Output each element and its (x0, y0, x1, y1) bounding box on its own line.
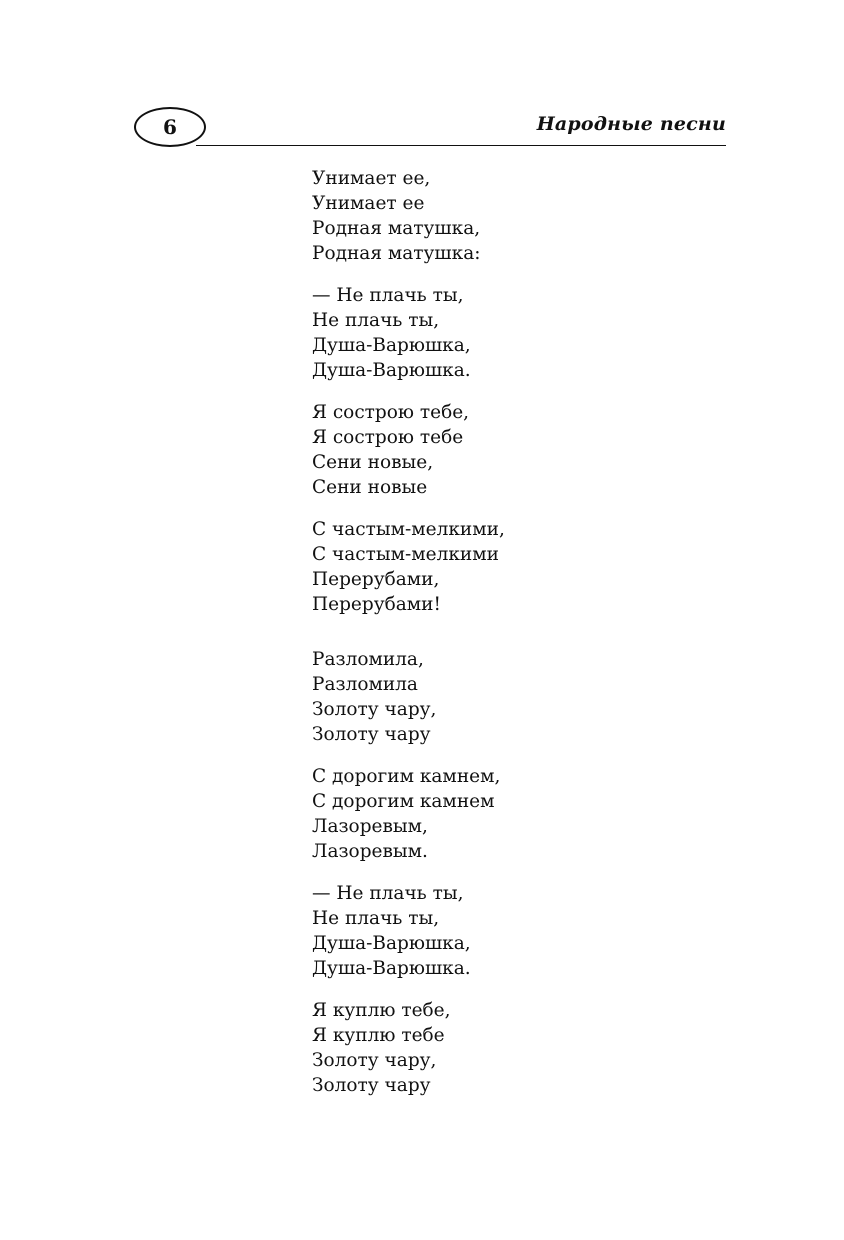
poem-line: Не плачь ты, (312, 908, 440, 929)
page-number: 6 (163, 115, 177, 139)
poem-line: — Не плачь ты, (312, 883, 464, 904)
poem-line: Золоту чару (312, 724, 431, 745)
poem-line: Лазоревым, (312, 816, 428, 837)
poem-line: Не плачь ты, (312, 310, 440, 331)
poem-line: Золоту чару (312, 1075, 431, 1096)
poem-line: С частым-мелкими, (312, 519, 505, 540)
stanza (312, 764, 505, 864)
poem-line: С дорогим камнем (312, 791, 495, 812)
poem-line: Родная матушка: (312, 243, 481, 264)
poem-line: Унимает ее, (312, 168, 431, 189)
poem-line: — Не плачь ты, (312, 285, 464, 306)
running-title: Народные песни (536, 113, 726, 135)
poem-line: Душа-Варюшка, (312, 933, 471, 954)
stanza (312, 166, 505, 266)
page-number-badge (134, 107, 206, 147)
poem-line: С частым-мелкими (312, 544, 499, 565)
poem-line: Разломила (312, 674, 418, 695)
poem-line: Перерубами! (312, 594, 441, 615)
stanza (312, 400, 505, 500)
stanza (312, 998, 505, 1098)
poem-line: Сени новые, (312, 452, 434, 473)
poem-line: Душа-Варюшка. (312, 958, 471, 979)
stanza (312, 517, 505, 617)
poem-line: Золоту чару, (312, 1050, 437, 1071)
header-divider (196, 145, 726, 146)
poem-line: Разломила, (312, 649, 424, 670)
poem-line: Золоту чару, (312, 699, 437, 720)
stanza (312, 647, 505, 747)
poem-line: С дорогим камнем, (312, 766, 501, 787)
poem-line: Я сострою тебе (312, 427, 464, 448)
poem-line: Я куплю тебе (312, 1025, 445, 1046)
poem-line: Я куплю тебе, (312, 1000, 451, 1021)
poem-line: Унимает ее (312, 193, 425, 214)
poem-line: Лазоревым. (312, 841, 428, 862)
poem-line: Душа-Варюшка, (312, 335, 471, 356)
poem-line: Душа-Варюшка. (312, 360, 471, 381)
poem-text (312, 166, 505, 1115)
stanza (312, 283, 505, 383)
poem-line: Сени новые (312, 477, 428, 498)
poem-line: Перерубами, (312, 569, 440, 590)
poem-line: Я сострою тебе, (312, 402, 470, 423)
poem-line: Родная матушка, (312, 218, 481, 239)
stanza (312, 881, 505, 981)
